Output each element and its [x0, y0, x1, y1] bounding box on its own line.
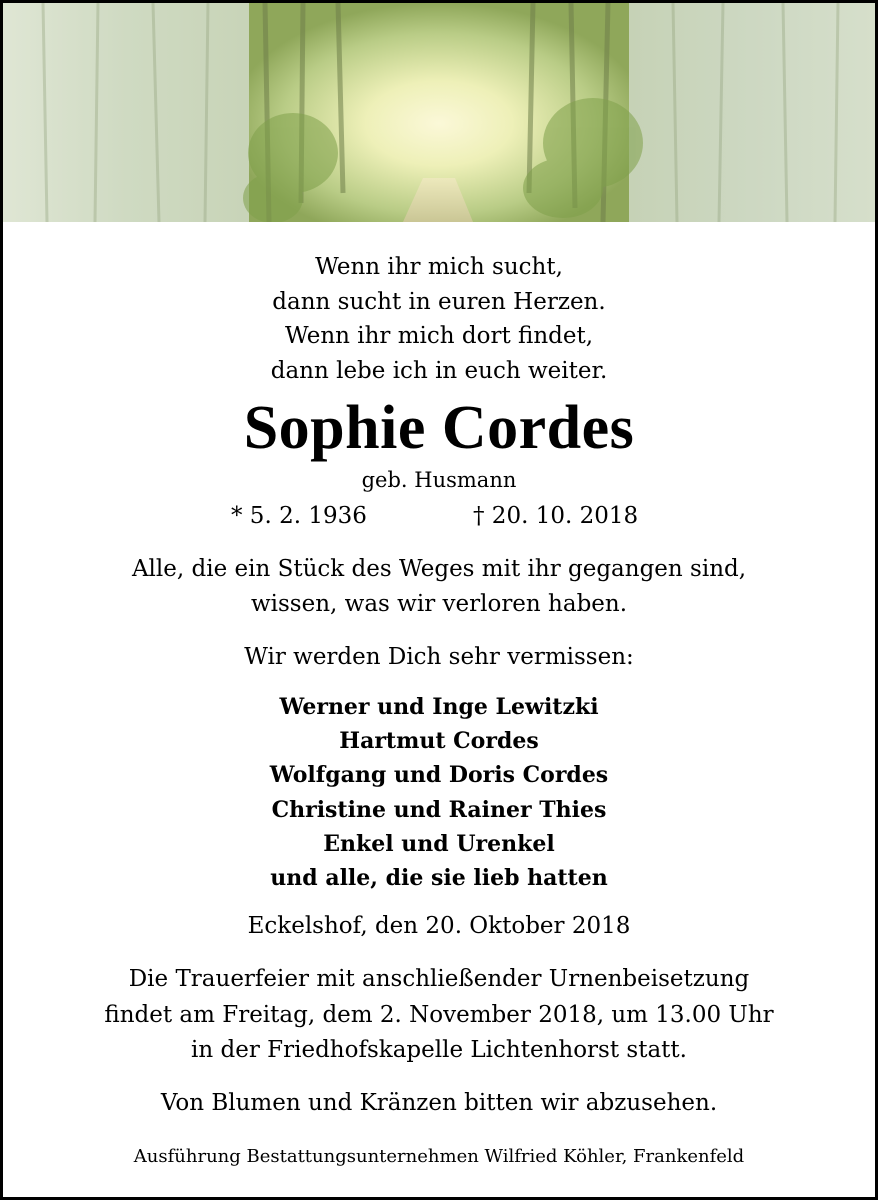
- tribute-line: wissen, was wir verloren haben.: [250, 591, 628, 617]
- place-and-date: Eckelshof, den 20. Oktober 2018: [247, 913, 631, 939]
- funeral-info-line: findet am Freitag, dem 2. November 2018, um 13.00 Uhr: [104, 1001, 774, 1028]
- verse-line: dann lebe ich in euch weiter.: [270, 357, 608, 384]
- memorial-verse: [3, 250, 875, 388]
- funeral-home-credit: Ausführung Bestattungsunternehmen Wilfried Köhler, Frankenfeld: [133, 1146, 745, 1167]
- mourner-entry: Wolfgang und Doris Cordes: [269, 762, 609, 789]
- funeral-info-line: Die Trauerfeier mit anschließender Urnenbeisetzung: [128, 966, 750, 992]
- deceased-name: Sophie Cordes: [243, 394, 635, 462]
- verse-line: Wenn ihr mich dort findet,: [284, 323, 594, 349]
- death-date: † 20. 10. 2018: [473, 503, 639, 529]
- miss-line: Wir werden Dich sehr vermissen:: [244, 644, 634, 670]
- maiden-name: geb. Husmann: [361, 468, 517, 492]
- mourner-entry: Werner und Inge Lewitzki: [279, 694, 599, 720]
- flowers-note: Von Blumen und Kränzen bitten wir abzusehen.: [160, 1090, 718, 1116]
- mourner-entry: und alle, die sie lieb hatten: [270, 865, 608, 892]
- verse-line: dann sucht in euren Herzen.: [272, 288, 606, 315]
- tribute-line: Alle, die ein Stück des Weges mit ihr gegangen sind,: [131, 556, 747, 582]
- tribute-text: [3, 552, 875, 622]
- forest-path-banner-image: [3, 3, 875, 222]
- life-dates: [3, 500, 875, 532]
- mourner-entry: Christine und Rainer Thies: [271, 796, 607, 823]
- mourner-entry: Enkel und Urenkel: [323, 830, 555, 857]
- mourners-list: [3, 690, 875, 895]
- funeral-info: [3, 962, 875, 1069]
- birth-date: * 5. 2. 1936: [231, 503, 367, 529]
- funeral-info-line: in der Friedhofskapelle Lichtenhorst statt.: [191, 1037, 687, 1063]
- verse-line: Wenn ihr mich sucht,: [315, 254, 563, 280]
- mourner-entry: Hartmut Cordes: [339, 728, 539, 755]
